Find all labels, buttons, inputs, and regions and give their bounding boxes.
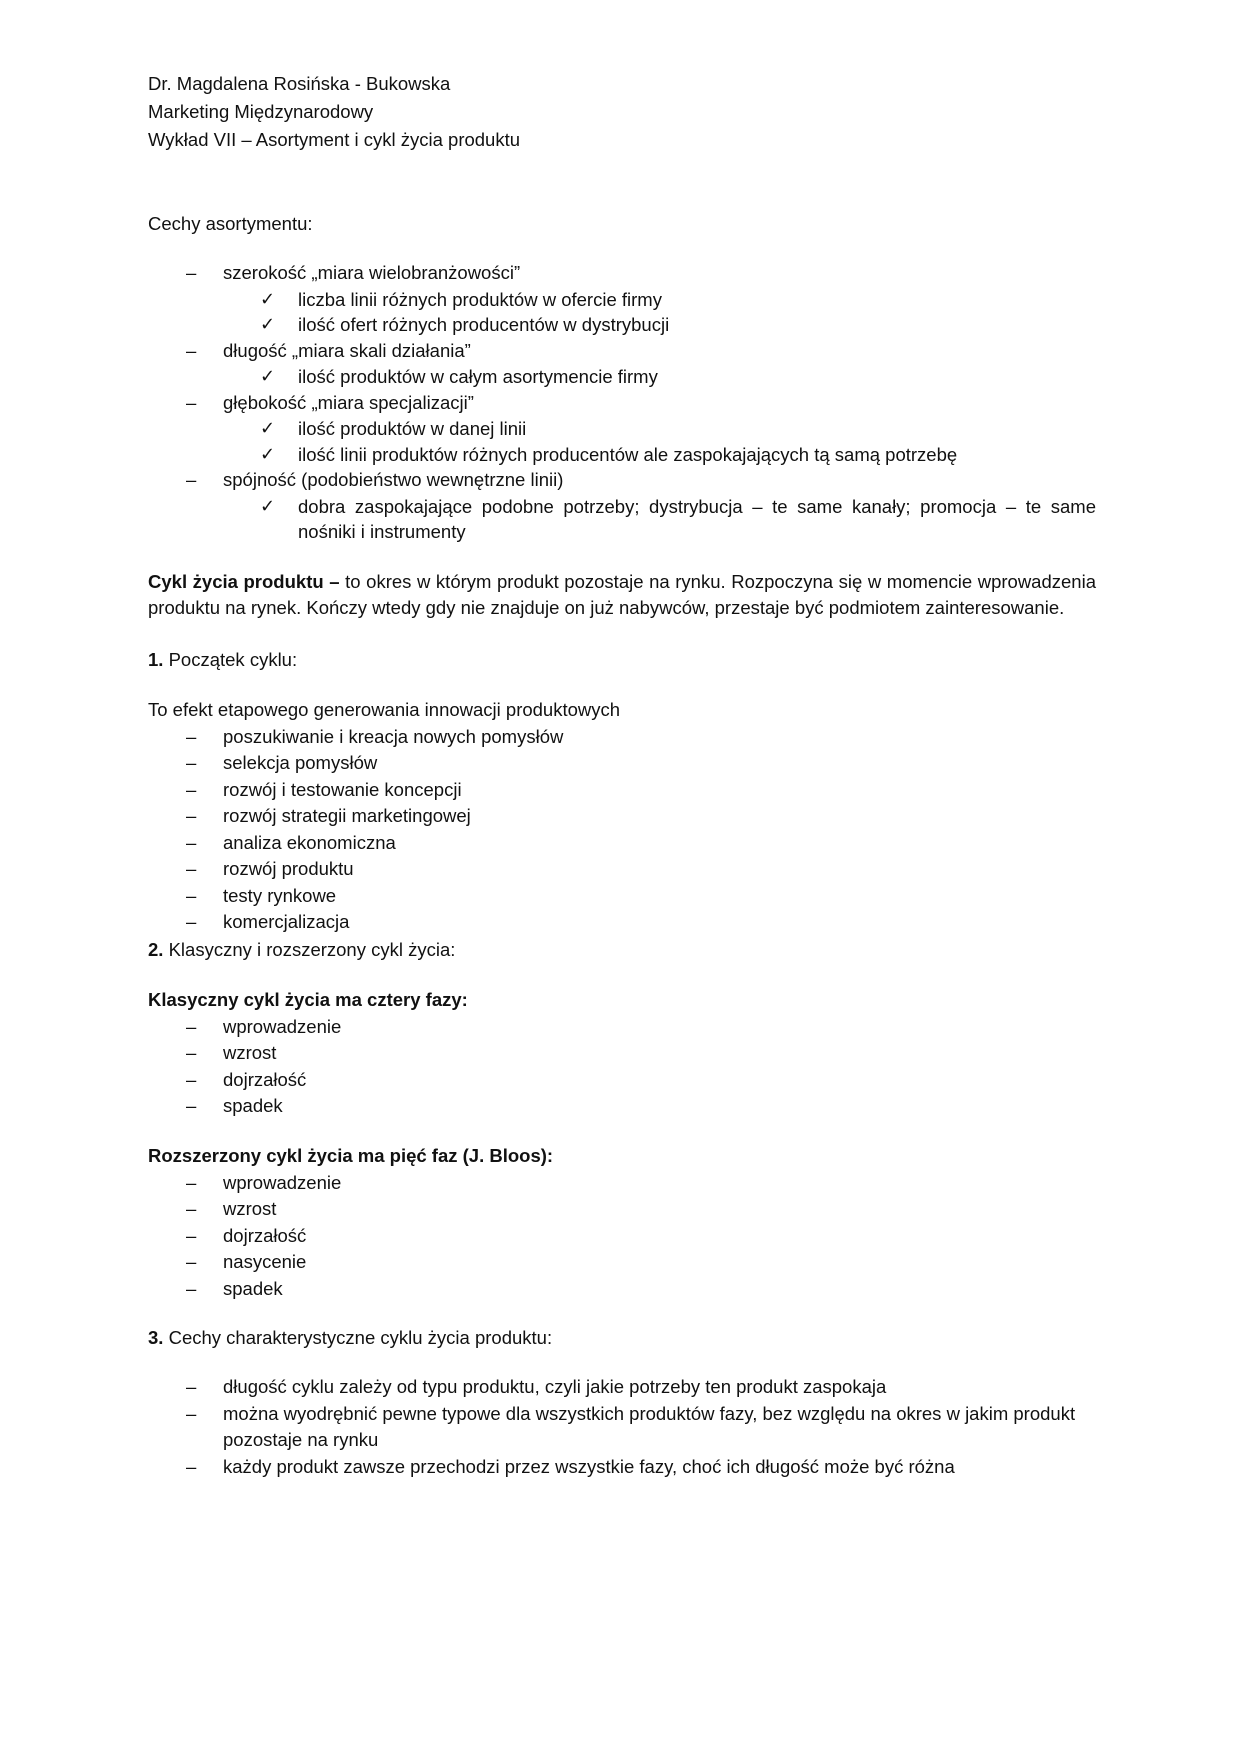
definition-text: to okres w którym produkt pozostaje na rynku. Rozpoczyna się w momencie wprowadzenia produktu na rynek. Kończy wtedy gdy nie znajduje on już nabywców, przestaje być podmiotem zainteresowanie. bbox=[148, 570, 1096, 618]
feature-item: – głębokość „miara specjalizacji” bbox=[148, 390, 1096, 417]
extended-heading: Rozszerzony cykl życia ma pięć faz (J. Bloos): bbox=[148, 1144, 554, 1166]
check-icon: ✓ bbox=[260, 443, 276, 465]
check-icon: ✓ bbox=[260, 495, 276, 517]
definition-paragraph bbox=[148, 569, 1096, 622]
course-name: Marketing Międzynarodowy bbox=[148, 101, 374, 122]
list-item: – poszukiwanie i kreacja nowych pomysłów bbox=[148, 724, 1096, 751]
list-item: – wprowadzenie bbox=[148, 1014, 1096, 1041]
lecture-title: Wykład VII – Asortyment i cykl życia produktu bbox=[148, 129, 521, 150]
list-item: – spadek bbox=[148, 1093, 1096, 1120]
extended-list bbox=[148, 1170, 1096, 1303]
list-item: – można wyodrębnić pewne typowe dla wszystkich produktów fazy, bez względu na okres w jakim produkt pozostaje na rynku bbox=[148, 1401, 1096, 1454]
feature-check-item: ✓ ilość produktów w całym asortymencie firmy bbox=[148, 364, 1096, 390]
features-list bbox=[148, 260, 1096, 545]
list-item: – wprowadzenie bbox=[148, 1170, 1096, 1197]
list-item: – długość cyklu zależy od typu produktu, czyli jakie potrzeby ten produkt zaspokaja bbox=[148, 1374, 1096, 1401]
features-title: Cechy asortymentu: bbox=[148, 213, 313, 234]
list-item: – każdy produkt zawsze przechodzi przez wszystkie fazy, choć ich długość może być różna bbox=[148, 1454, 1096, 1481]
feature-check-item: ✓ dobra zaspokajające podobne potrzeby; dystrybucja – te same kanały; promocja – te same nośniki i instrumenty bbox=[260, 495, 1096, 542]
classic-heading: Klasyczny cykl życia ma cztery fazy: bbox=[148, 988, 468, 1010]
feature-item: – spójność (podobieństwo wewnętrzne linii) bbox=[148, 467, 1096, 494]
feature-check-item: ✓ liczba linii różnych produktów w ofercie firmy bbox=[148, 287, 1096, 313]
section1-list bbox=[148, 724, 1096, 936]
check-icon: ✓ bbox=[260, 314, 276, 335]
feature-item: – szerokość „miara wielobranżowości” bbox=[148, 260, 1096, 287]
list-item: – rozwój strategii marketingowej bbox=[148, 803, 1096, 830]
list-item: – komercjalizacja bbox=[148, 909, 1096, 936]
section1-intro: To efekt etapowego generowania innowacji produktowych bbox=[148, 698, 621, 720]
feature-check-item: ✓ ilość produktów w danej linii bbox=[148, 416, 1096, 442]
check-icon: ✓ bbox=[260, 418, 276, 439]
list-item: – testy rynkowe bbox=[148, 883, 1096, 910]
list-item: – nasycenie bbox=[148, 1249, 1096, 1276]
check-icon: ✓ bbox=[260, 366, 276, 387]
list-item: – rozwój i testowanie koncepcji bbox=[148, 777, 1096, 804]
list-item: – selekcja pomysłów bbox=[148, 750, 1096, 777]
definition-term: Cykl życia produktu – bbox=[148, 570, 340, 592]
list-item: – wzrost bbox=[148, 1196, 1096, 1223]
list-item: – dojrzałość bbox=[148, 1223, 1096, 1250]
section1-heading: 1. Początek cyklu: bbox=[148, 648, 298, 670]
list-item: – analiza ekonomiczna bbox=[148, 830, 1096, 857]
document-page bbox=[148, 70, 1096, 1480]
author-name: Dr. Magdalena Rosińska - Bukowska bbox=[148, 73, 451, 94]
section2-heading: 2. Klasyczny i rozszerzony cykl życia: bbox=[148, 938, 456, 960]
list-item: – rozwój produktu bbox=[148, 856, 1096, 883]
section3-list bbox=[148, 1374, 1096, 1480]
classic-list bbox=[148, 1014, 1096, 1120]
feature-check-item: ✓ ilość linii produktów różnych producentów ale zaspokajających tą samą potrzebę bbox=[148, 442, 1096, 468]
list-item: – dojrzałość bbox=[148, 1067, 1096, 1094]
section3-heading: 3. Cechy charakterystyczne cyklu życia produktu: bbox=[148, 1327, 553, 1348]
list-item: – spadek bbox=[148, 1276, 1096, 1303]
check-icon: ✓ bbox=[260, 288, 276, 310]
feature-item: – długość „miara skali działania” bbox=[148, 338, 1096, 365]
feature-check-item: ✓ ilość ofert różnych producentów w dystrybucji bbox=[148, 312, 1096, 338]
list-item: – wzrost bbox=[148, 1040, 1096, 1067]
